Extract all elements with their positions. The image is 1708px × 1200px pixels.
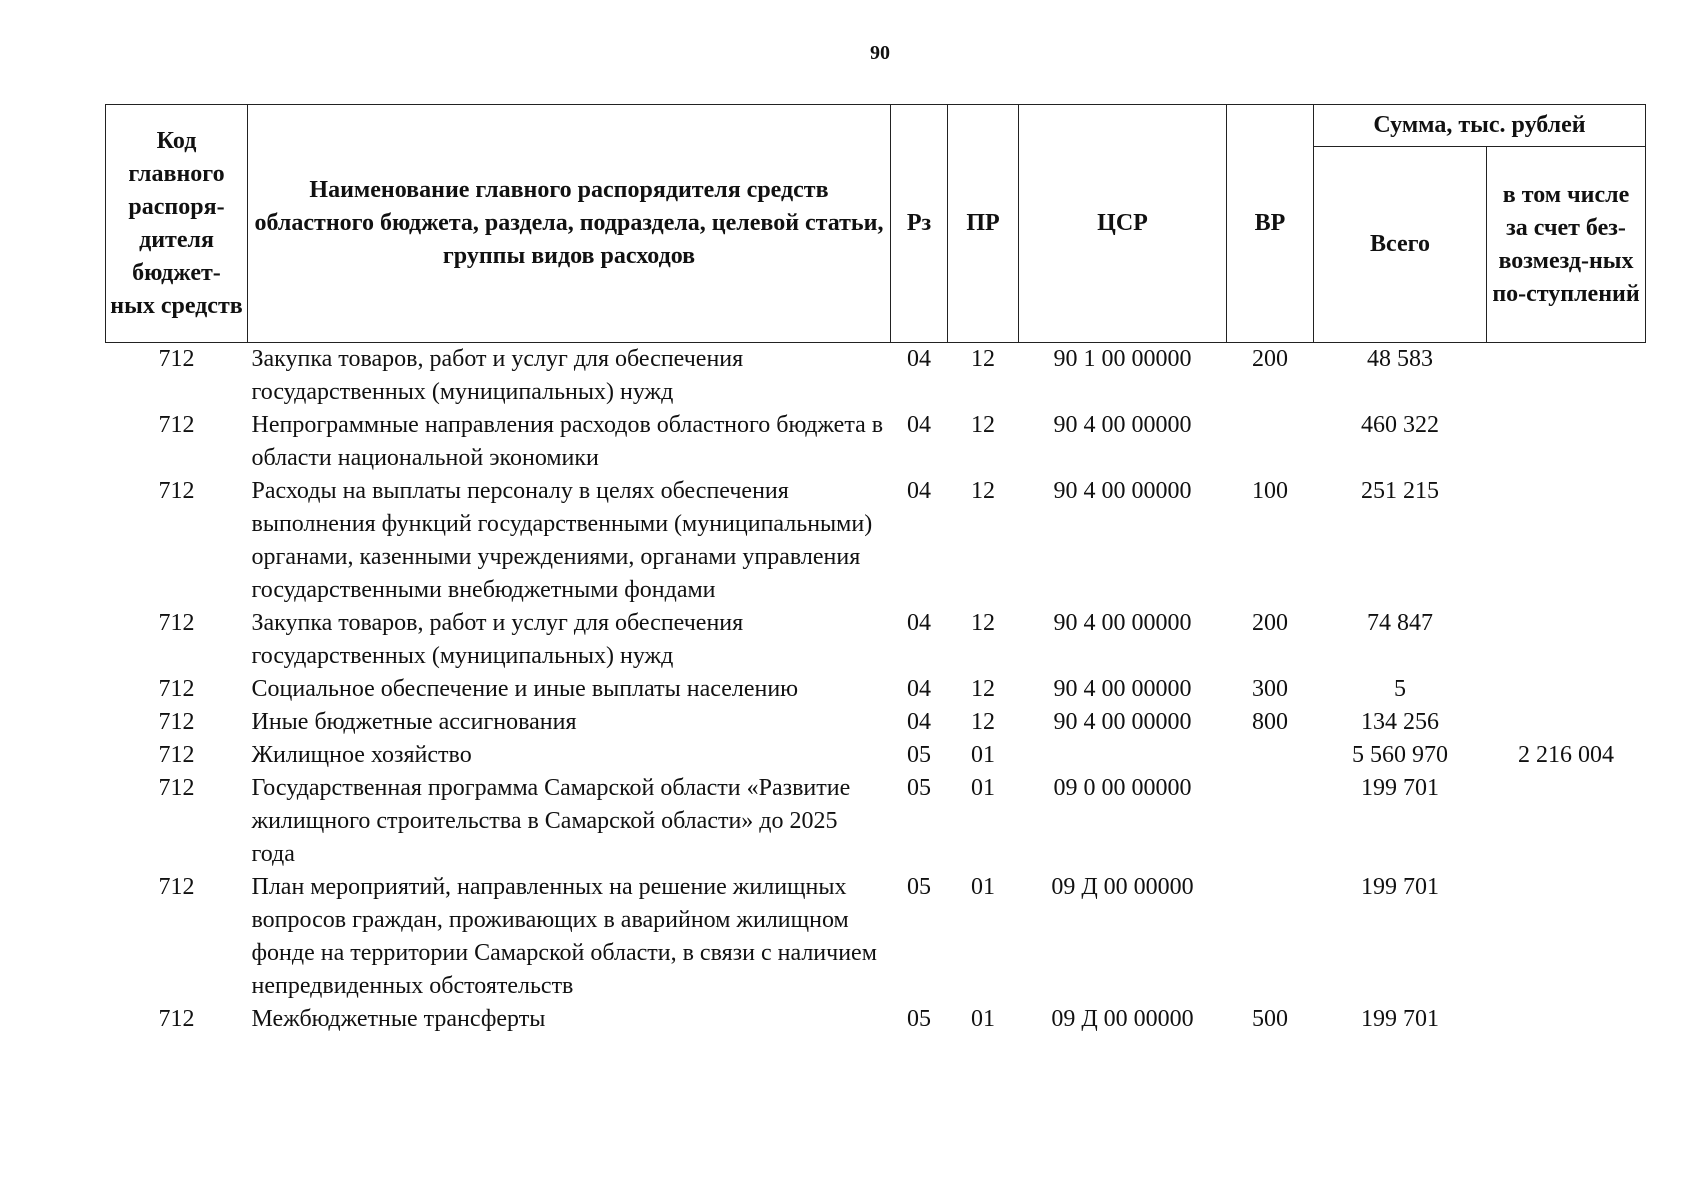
cell-free: [1487, 409, 1646, 475]
table-header: [106, 105, 1646, 343]
cell-csr: 90 4 00 00000: [1053, 676, 1192, 702]
cell-code: 712: [158, 478, 195, 504]
table-row: [106, 409, 1646, 475]
cell-code: 712: [158, 412, 195, 438]
cell-pr: 01: [971, 742, 995, 768]
table-row: [106, 1003, 1646, 1036]
cell-name: Закупка товаров, работ и услуг для обеспечения государственных (муниципальных) нужд: [251, 610, 744, 669]
cell-rz: 05: [907, 742, 931, 768]
cell-code: 712: [158, 874, 195, 900]
cell-csr: [1019, 739, 1227, 772]
cell-vr: [1227, 739, 1314, 772]
cell-code: 712: [158, 709, 195, 735]
cell-vr: [1227, 772, 1314, 871]
header-name: Наименование главного распорядителя средств областного бюджета, раздела, подраздела, целевой статьи, группы видов расходов: [248, 105, 891, 343]
cell-rz: 04: [907, 709, 931, 735]
cell-rz: 05: [907, 874, 931, 900]
cell-pr: 12: [971, 709, 995, 735]
cell-csr: 90 4 00 00000: [1053, 610, 1192, 636]
cell-total: 5 560 970: [1352, 742, 1448, 768]
table-row: [106, 772, 1646, 871]
cell-total: 460 322: [1361, 412, 1439, 438]
cell-vr: [1227, 409, 1314, 475]
cell-pr: 12: [971, 478, 995, 504]
cell-vr: [1227, 871, 1314, 1003]
cell-code: 712: [158, 610, 195, 636]
cell-csr: 09 Д 00 00000: [1051, 874, 1194, 900]
header-free: в том числе за счет без-возмезд-ных по-ступлений: [1487, 147, 1646, 343]
header-rz: Рз: [891, 105, 948, 343]
header-sum: Сумма, тыс. рублей: [1314, 105, 1646, 147]
cell-free: [1487, 607, 1646, 673]
cell-total: 48 583: [1367, 346, 1433, 372]
header-csr: ЦСР: [1019, 105, 1227, 343]
cell-rz: 05: [907, 775, 931, 801]
cell-code: 712: [158, 775, 195, 801]
cell-total: 134 256: [1361, 709, 1439, 735]
table-row: [106, 739, 1646, 772]
page-number: 90: [870, 42, 890, 64]
cell-total: 74 847: [1367, 610, 1433, 636]
cell-vr: 800: [1252, 709, 1288, 735]
cell-free: [1487, 871, 1646, 1003]
cell-pr: 01: [971, 775, 995, 801]
cell-pr: 12: [971, 676, 995, 702]
table-row: [106, 475, 1646, 607]
cell-total: 5: [1394, 676, 1406, 702]
cell-free: [1487, 343, 1646, 410]
cell-pr: 01: [971, 874, 995, 900]
header-code: Код главного распоря-дителя бюджет-ных средств: [106, 105, 248, 343]
cell-rz: 04: [907, 610, 931, 636]
cell-vr: 300: [1252, 676, 1288, 702]
cell-pr: 12: [971, 346, 995, 372]
cell-pr: 12: [971, 610, 995, 636]
cell-vr: 500: [1252, 1006, 1288, 1032]
cell-csr: 90 4 00 00000: [1053, 709, 1192, 735]
cell-rz: 04: [907, 346, 931, 372]
cell-csr: 90 4 00 00000: [1053, 412, 1192, 438]
table-body: [106, 343, 1646, 1037]
cell-name: Расходы на выплаты персоналу в целях обеспечения выполнения функций государственными (муниципальными) органами, казенными учреждениями, органами управления государственными внебюджетными фондами: [251, 478, 873, 603]
table-row: [106, 871, 1646, 1003]
table-row: [106, 343, 1646, 410]
cell-total: 199 701: [1361, 775, 1439, 801]
header-total: Всего: [1314, 147, 1487, 343]
cell-code: 712: [158, 346, 195, 372]
cell-free: [1487, 1003, 1646, 1036]
cell-free: 2 216 004: [1518, 742, 1614, 768]
cell-total: 251 215: [1361, 478, 1439, 504]
cell-csr: 09 0 00 00000: [1053, 775, 1192, 801]
cell-rz: 04: [907, 676, 931, 702]
cell-vr: 200: [1252, 346, 1288, 372]
cell-name: Непрограммные направления расходов областного бюджета в области национальной экономики: [251, 412, 884, 471]
cell-name: План мероприятий, направленных на решение жилищных вопросов граждан, проживающих в аварийном жилищном фонде на территории Самарской области, в связи с наличием непредвиденных обстоятельств: [251, 874, 877, 999]
cell-code: 712: [158, 1006, 195, 1032]
cell-rz: 05: [907, 1006, 931, 1032]
cell-name: Закупка товаров, работ и услуг для обеспечения государственных (муниципальных) нужд: [251, 346, 744, 405]
cell-name: Иные бюджетные ассигнования: [251, 709, 577, 735]
table-row: [106, 706, 1646, 739]
cell-name: Межбюджетные трансферты: [251, 1006, 546, 1032]
cell-rz: 04: [907, 478, 931, 504]
cell-vr: 200: [1252, 610, 1288, 636]
budget-table: [105, 104, 1646, 1036]
table-row: [106, 673, 1646, 706]
cell-pr: 12: [971, 412, 995, 438]
cell-total: 199 701: [1361, 874, 1439, 900]
cell-free: [1487, 673, 1646, 706]
cell-free: [1487, 475, 1646, 607]
cell-pr: 01: [971, 1006, 995, 1032]
cell-csr: 90 4 00 00000: [1053, 478, 1192, 504]
cell-free: [1487, 706, 1646, 739]
cell-name: Государственная программа Самарской области «Развитие жилищного строительства в Самарской области» до 2025 года: [251, 775, 851, 867]
cell-name: Жилищное хозяйство: [251, 742, 472, 768]
table-row: [106, 607, 1646, 673]
cell-csr: 09 Д 00 00000: [1051, 1006, 1194, 1032]
cell-total: 199 701: [1361, 1006, 1439, 1032]
cell-code: 712: [158, 676, 195, 702]
cell-vr: 100: [1252, 478, 1288, 504]
cell-rz: 04: [907, 412, 931, 438]
cell-csr: 90 1 00 00000: [1053, 346, 1192, 372]
header-pr: ПР: [948, 105, 1019, 343]
header-vr: ВР: [1227, 105, 1314, 343]
cell-name: Социальное обеспечение и иные выплаты населению: [251, 676, 799, 702]
cell-free: [1487, 772, 1646, 871]
cell-code: 712: [158, 742, 195, 768]
